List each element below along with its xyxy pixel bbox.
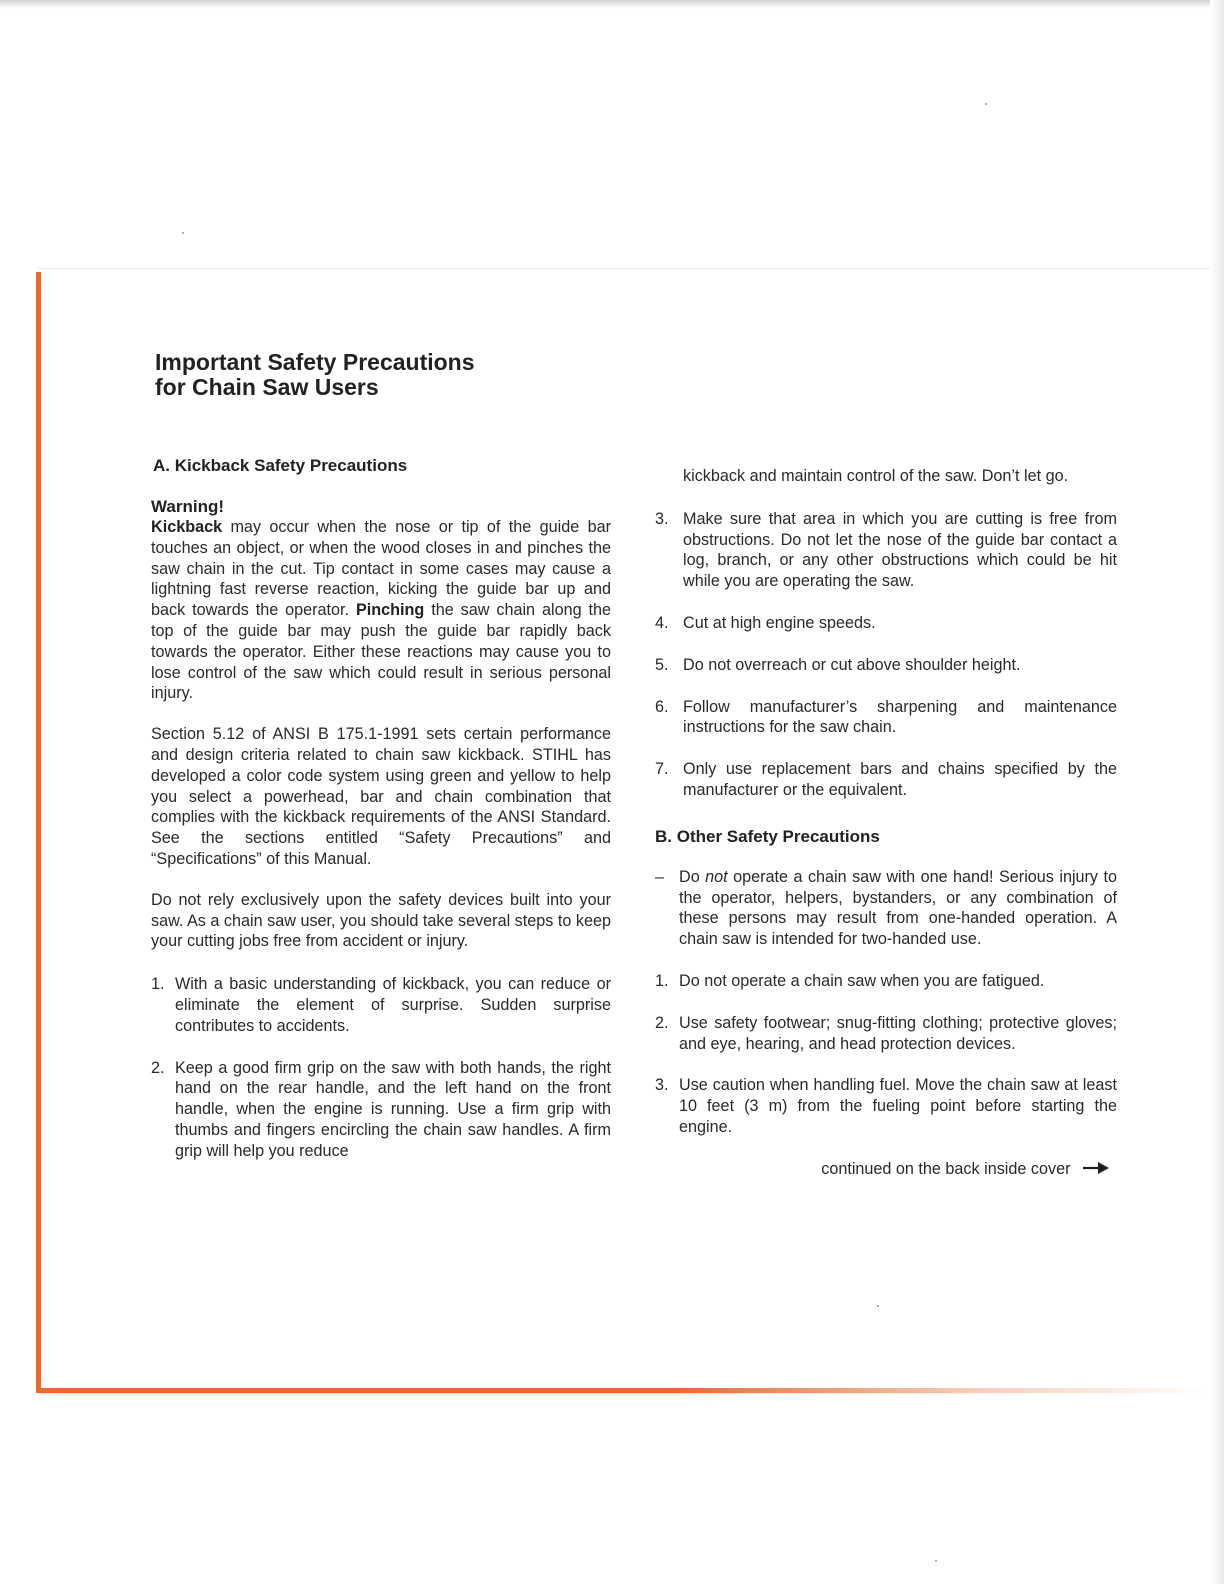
dash-marker: – <box>655 867 665 886</box>
list-item-text: Use safety footwear; snug-fitting clothing; protective gloves; and eye, hearing, and head protection devices. <box>679 1013 1117 1053</box>
list-item-continuation <box>655 466 1117 487</box>
list-item <box>655 1075 1117 1137</box>
list-item-number: 5. <box>655 655 669 674</box>
orange-accent-border-bottom <box>36 1388 1206 1393</box>
list-item-text: Follow manufacturer’s sharpening and maintenance instructions for the saw chain. <box>683 697 1117 737</box>
page-title <box>155 350 675 400</box>
list-item <box>151 974 611 1036</box>
warning-label: Warning! <box>151 497 225 516</box>
list-item-text: Do not overreach or cut above shoulder height. <box>683 655 1021 674</box>
ansi-paragraph: Section 5.12 of ANSI B 175.1-1991 sets certain performance and design criteria related to chain saw kickback. STIHL has developed a color code system using green and yellow to help you select a powerhead, bar and chain combination that complies with the kickback requirements of the ANSI Standard. See the sections entitled “Safety Precautions” and “Specifications” of this Manual. <box>151 725 611 868</box>
list-item <box>655 759 1117 801</box>
list-item-text: kickback and maintain control of the saw. Don’t let go. <box>683 467 1069 485</box>
section-a-heading: A. Kickback Safety Precautions <box>153 456 408 475</box>
panel-top-line <box>38 268 1210 269</box>
section-b-heading: B. Other Safety Precautions <box>655 826 880 846</box>
orange-accent-border-left <box>36 272 41 1393</box>
page-title-line-1: Important Safety Precautions <box>155 349 475 375</box>
list-item-text: Keep a good firm grip on the saw with both hands, the right hand on the rear handle, and the left hand on the front handle, when the engine is running. Use a firm grip with thumbs and fingers encircling the chain saw handles. A firm grip will help you reduce <box>175 1058 611 1160</box>
list-item <box>655 1013 1117 1055</box>
list-item-text: Only use replacement bars and chains specified by the manufacturer or the equivalent. <box>683 760 1117 799</box>
dash-item-emphasis: not <box>705 867 728 886</box>
kickback-text-2: the saw chain along the top of the guide bar may push the guide bar rapidly back towards the operator. Either these reactions may cause you to lose control of the saw which could result in serious personal injury. <box>151 601 611 703</box>
dash-item-pre: Do <box>679 867 706 886</box>
page-title-line-2: for Chain Saw Users <box>155 374 379 400</box>
list-item-text: Do not operate a chain saw when you are fatigued. <box>679 971 1045 990</box>
list-item-number: 2. <box>151 1058 165 1077</box>
list-item <box>655 613 1117 634</box>
list-item <box>655 509 1117 592</box>
list-item-number: 6. <box>655 697 669 716</box>
list-item-number: 4. <box>655 613 669 632</box>
list-item <box>655 697 1117 739</box>
right-column <box>655 466 1117 1180</box>
paper-fleck <box>182 232 184 234</box>
kickback-warning-paragraph <box>151 517 611 704</box>
list-item-text: With a basic understanding of kickback, you can reduce or eliminate the element of surprise. Sudden surprise contributes to accidents. <box>175 975 611 1035</box>
list-item-number: 1. <box>151 975 165 994</box>
kickback-text-1: may occur when the nose or tip of the guide bar touches an object, or when the wood closes in and pinches the saw chain in the cut. Tip contact in some cases may cause a lightning fast reverse reaction, kicking the guide bar up and back towards the operator. <box>151 518 611 620</box>
list-item-number: 3. <box>655 509 669 528</box>
page-right-edge <box>1210 0 1224 1584</box>
list-item <box>655 971 1117 992</box>
list-item <box>655 655 1117 676</box>
kickback-term: Kickback <box>151 518 223 536</box>
list-item-text: Make sure that area in which you are cutting is free from obstructions. Do not let the nose of the guide bar contact a log, branch, or any other obstructions which could be hit while you are operating the saw. <box>683 509 1117 591</box>
list-item-text: Cut at high engine speeds. <box>683 613 876 632</box>
paper-fleck <box>935 1560 937 1562</box>
arrow-right-icon <box>1083 1159 1109 1180</box>
pinching-term: Pinching <box>355 601 425 620</box>
continued-text: continued on the back inside cover <box>821 1159 1071 1178</box>
paper-fleck <box>985 103 987 105</box>
safety-devices-paragraph: Do not rely exclusively upon the safety devices built into your saw. As a chain saw user, you should take several steps to keep your cutting jobs free from accident or injury. <box>151 890 611 951</box>
list-item <box>151 1058 611 1162</box>
continued-note <box>655 1159 1109 1180</box>
page-top-edge <box>0 0 1224 9</box>
list-item-number: 3. <box>655 1076 669 1095</box>
paper-fleck <box>877 1305 879 1307</box>
dash-item-post: operate a chain saw with one hand! Serious injury to the operator, helpers, bystanders, or any combination of these persons may result from one-handed operation. A chain saw is intended for two-handed use. <box>679 867 1117 949</box>
list-item-number: 7. <box>655 760 669 779</box>
left-column <box>151 456 611 1183</box>
list-item-number: 2. <box>655 1013 669 1032</box>
list-item-text: Use caution when handling fuel. Move the chain saw at least 10 feet (3 m) from the fueling point before starting the engine. <box>679 1076 1117 1136</box>
dash-list-item <box>655 867 1117 950</box>
list-item-number: 1. <box>655 971 669 990</box>
